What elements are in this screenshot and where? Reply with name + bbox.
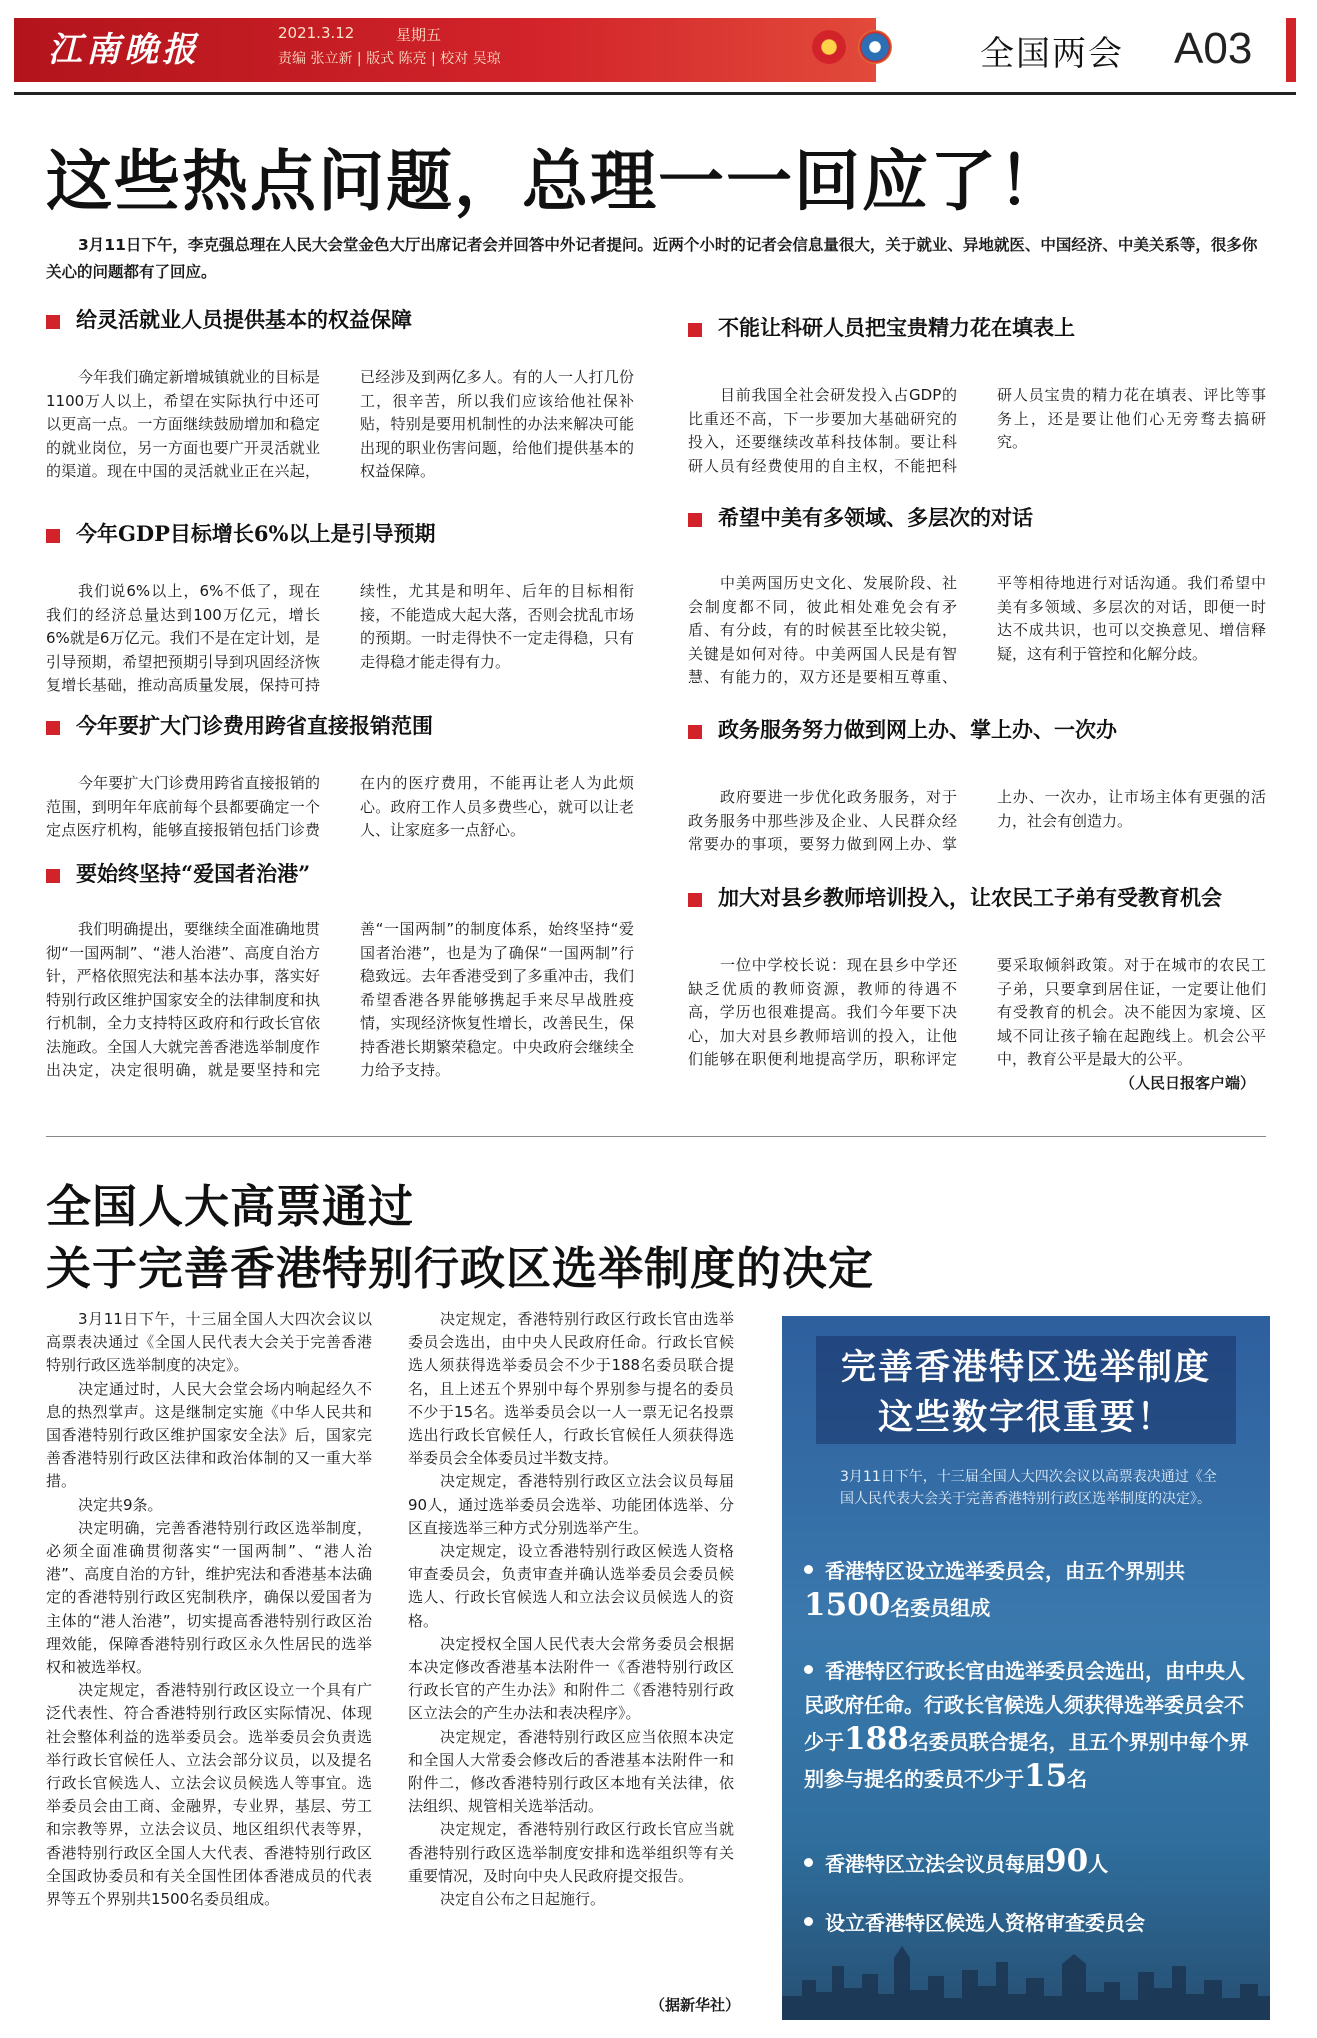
section-rural-teachers-text: 一位中学校长说：现在县乡中学还缺乏优质的教师资源，教师的待遇不高，学历也很难提高。我们今年要下决心，加大对县乡教师培训的投入，让他们能够在职便利地提高学历，职称评定要采取倾斜政策。对于在城市的农民工子弟，只要拿到居住证，一定要让他们有受教育的机会。决不能因为家境、区域不同让孩子输在起跑线上。机会公平中，教育公平是最大的公平。 xyxy=(688,956,1266,1068)
section-patriots-text: 我们明确提出，要继续全面准确地贯彻“一国两制”、“港人治港”、高度自治方针，严格依照宪法和基本法办事，落实好特别行政区维护国家安全的法律制度和执行机制，全力支持特区政府和行政长官依法施政。全国人大就完善香港选举制度作出决定，决定很明确，就是要坚持和完善“一国两制”的制度体系，始终坚持“爱国者治港”，也是为了确保“一国两制”行稳致远。去年香港受到了多重冲击，我们希望香港各界能够携起手来尽早战胜疫情，实现经济恢复性增长，改善民生，保持香港长期繁荣稳定。中央政府会继续全力给予支持。 xyxy=(46,920,634,1079)
section-divider xyxy=(46,1136,1266,1137)
subhead-patriots-govern-hk: 要始终坚持“爱国者治港” xyxy=(46,858,310,888)
infographic-panel xyxy=(782,1316,1270,2020)
article-paragraph: 决定明确，完善香港特别行政区选举制度，必须全面准确贯彻落实“一国两制”、“港人治港”、高度自治的方针，维护宪法和香港基本法确定的香港特别行政区宪制秩序，确保以爱国者为主体的“港人治港”，切实提高香港特别行政区治理效能，保障香港特别行政区永久性居民的选举权和被选举权。 xyxy=(46,1518,372,1677)
red-square-icon xyxy=(688,323,702,337)
bullet-dot-icon xyxy=(804,1858,813,1867)
newspaper-logo: 江南晚报 xyxy=(48,30,200,70)
article-paragraph: 决定自公布之日起施行。 xyxy=(440,1890,606,1909)
fact-election-committee: 香港特区设立选举委员会，由五个界别共1500名委员组成 xyxy=(804,1559,1185,1623)
subhead-gdp-target: 今年GDP目标增长6%以上是引导预期 xyxy=(46,518,436,548)
national-emblem-icon xyxy=(812,30,846,64)
second-headline-line1: 全国人大高票通过 xyxy=(46,1180,415,1233)
hk-decision-article xyxy=(46,1308,734,2008)
issue-weekday: 星期五 xyxy=(396,26,442,44)
subhead-china-us-dialogue: 希望中美有多领域、多层次的对话 xyxy=(688,502,1033,532)
infographic-title-line2: 这些数字很重要！ xyxy=(877,1397,1174,1438)
bullet-dot-icon xyxy=(804,1665,813,1674)
red-square-icon xyxy=(688,513,702,527)
article1-credit: （人民日报客户端） xyxy=(1120,1074,1256,1092)
fact-legco-seats: 香港特区立法会议员每届90人 xyxy=(804,1844,1254,1881)
main-headline: 这些热点问题，总理一一回应了！ xyxy=(46,142,1066,220)
fact-chief-executive: 香港特区行政长官由选举委员会选出，由中央人民政府任命。行政长官候选人须获得选举委员会不少于188名委员联合提名，且五个界别中每个界别参与提名的委员不少于15名 xyxy=(804,1659,1249,1794)
editorial-staff: 责编 张立新 | 版式 陈亮 | 校对 吴琼 xyxy=(278,51,501,67)
article-paragraph: 决定规定，香港特别行政区立法会议员每届90人，通过选举委员会选举、功能团体选举、分区直接选举三种方式分别选举产生。 xyxy=(408,1472,734,1537)
second-headline-line2: 关于完善香港特别行政区选举制度的决定 xyxy=(46,1242,875,1295)
lead-paragraph: 3月11日下午，李克强总理在人民大会堂金色大厅出席记者会并回答中外记者提问。近两个小时的记者会信息量很大，关于就业、异地就医、中国经济、中美关系等，很多你关心的问题都有了回应。 xyxy=(46,236,1258,281)
top-rule xyxy=(14,92,1296,95)
city-skyline-icon xyxy=(782,1936,1270,2020)
section-flexible-employment-text: 今年我们确定新增城镇就业的目标是1100万人以上，希望在实际执行中还可以更高一点。一方面继续鼓励增加和稳定的就业岗位，另一方面也要广开灵活就业的渠道。现在中国的灵活就业正在兴起，已经涉及到两亿多人。有的人一人打几份工，很辛苦，所以我们应该给他社保补贴，特别是要用机制性的办法来解决可能出现的职业伤害问题，给他们提供基本的权益保障。 xyxy=(46,368,634,480)
bullet-dot-icon xyxy=(804,1565,813,1574)
section-title: 全国两会 xyxy=(980,34,1124,74)
red-square-icon xyxy=(46,869,60,883)
section-researchers-text: 目前我国全社会研发投入占GDP的比重还不高，下一步要加大基础研究的投入，还要继续改革科技体制。要让科研人员有经费使用的自主权，不能把科研人员宝贵的精力花在填表、评比等事务上，还是要让他们心无旁骛去搞研究。 xyxy=(688,386,1266,475)
subhead-researchers-forms: 不能让科研人员把宝贵精力花在填表上 xyxy=(688,312,1075,342)
section-outpatient-text: 今年要扩大门诊费用跨省直接报销的范围，到明年年底前每个县都要确定一个定点医疗机构，能够直接报销包括门诊费在内的医疗费用，不能再让老人为此烦心。政府工作人员多费些心，就可以让老人、让家庭多一点舒心。 xyxy=(46,774,634,839)
cppcc-emblem-icon xyxy=(858,30,892,64)
section-china-us-text: 中美两国历史文化、发展阶段、社会制度都不同，彼此相处难免会有矛盾、有分歧，有的时候甚至比较尖锐，关键是如何对待。中美两国人民是有智慧、有能力的，双方还是要相互尊重、平等相待地进行对话沟通。我们希望中美有多领域、多层次的对话，即便一时达不成共识，也可以交换意见、增信释疑，这有利于管控和化解分歧。 xyxy=(688,574,1266,686)
infographic-intro: 3月11日下午，十三届全国人大四次会议以高票表决通过《全国人民代表大会关于完善香港特别行政区选举制度的决定》。 xyxy=(840,1469,1217,1507)
subhead-outpatient-reimbursement: 今年要扩大门诊费用跨省直接报销范围 xyxy=(46,710,433,740)
article-paragraph: 决定授权全国人民代表大会常务委员会根据本决定修改香港基本法附件一《香港特别行政区行政长官的产生办法》和附件二《香港特别行政区立法会的产生办法和表决程序》。 xyxy=(408,1634,734,1723)
article-paragraph: 3月11日下午，十三届全国人大四次会议以高票表决通过《全国人民代表大会关于完善香港特别行政区选举制度的决定》。 xyxy=(46,1310,372,1375)
red-square-icon xyxy=(46,721,60,735)
article-paragraph: 决定规定，香港特别行政区设立一个具有广泛代表性、符合香港特别行政区实际情况、体现社会整体利益的选举委员会。选举委员会负责选举行政长官候任人、立法会部分议员，以及提名行政长官候选人、立法会议员候选人等事宜。选举委员会由工商、金融界，专业界，基层、劳工和宗教等界，立法会议员、地区组织代表等界，香港特别行政区全国人大代表、香港特别行政区全国政协委员和有关全国性团体香港成员的代表界等五个界别共1500名委员组成。 xyxy=(46,1681,372,1909)
subhead-flexible-employment: 给灵活就业人员提供基本的权益保障 xyxy=(46,304,412,334)
section-gov-services-text: 政府要进一步优化政务服务，对于政务服务中那些涉及企业、人民群众经常要办的事项，要努力做到网上办、掌上办、一次办，让市场主体有更强的活力，社会有创造力。 xyxy=(688,788,1266,853)
article-paragraph: 决定规定，设立香港特别行政区候选人资格审查委员会，负责审查并确认选举委员会委员候选人、行政长官候选人和立法会议员候选人的资格。 xyxy=(408,1542,734,1630)
red-square-icon xyxy=(46,529,60,543)
article-paragraph: 决定规定，香港特别行政区应当依照本决定和全国人大常委会修改后的香港基本法附件一和附件二，修改香港特别行政区本地有关法律，依法组织、规管相关选举活动。 xyxy=(408,1727,734,1816)
red-edge-bar xyxy=(1286,18,1296,82)
article2-credit: （据新华社） xyxy=(650,1996,741,2014)
fact-eligibility-review: 设立香港特区候选人资格审查委员会 xyxy=(804,1906,1254,1940)
article-paragraph: 决定共9条。 xyxy=(78,1495,163,1514)
article-paragraph: 决定规定，香港特别行政区行政长官由选举委员会选出，由中央人民政府任命。行政长官候选人须获得选举委员会不少于188名委员联合提名，且上述五个界别中每个界别参与提名的委员不少于15名。选举委员会以一人一票无记名投票选出行政长官候任人，行政长官候任人须获得选举委员会全体委员过半数支持。 xyxy=(408,1310,734,1468)
red-square-icon xyxy=(688,893,702,907)
red-square-icon xyxy=(46,315,60,329)
bullet-dot-icon xyxy=(804,1917,813,1926)
subhead-rural-teachers: 加大对县乡教师培训投入，让农民工子弟有受教育机会 xyxy=(688,882,1222,912)
article-paragraph: 决定通过时，人民大会堂会场内响起经久不息的热烈掌声。这是继制定实施《中华人民共和国香港特别行政区维护国家安全法》后，国家完善香港特别行政区法律和政治体制的又一重大举措。 xyxy=(46,1379,372,1491)
subhead-government-services: 政务服务努力做到网上办、掌上办、一次办 xyxy=(688,714,1117,744)
issue-date: 2021.3.12 xyxy=(278,24,355,42)
infographic-title-line1: 完善香港特区选举制度 xyxy=(840,1347,1211,1388)
article-paragraph: 决定规定，香港特别行政区行政长官应当就香港特别行政区选举制度安排和选举组织等有关重要情况，及时向中央人民政府提交报告。 xyxy=(408,1820,734,1885)
page-number: A03 xyxy=(1174,24,1253,73)
section-gdp-target-text: 我们说6%以上，6%不低了，现在我们的经济总量达到100万亿元，增长6%就是6万亿元。我们不是在定计划，是引导预期，希望把预期引导到巩固经济恢复增长基础，推动高质量发展，保持可持续性，尤其是和明年、后年的目标相衔接，不能造成大起大落，否则会扰乱市场的预期。一时走得快不一定走得稳，只有走得稳才能走得有力。 xyxy=(46,582,634,694)
red-square-icon xyxy=(688,725,702,739)
